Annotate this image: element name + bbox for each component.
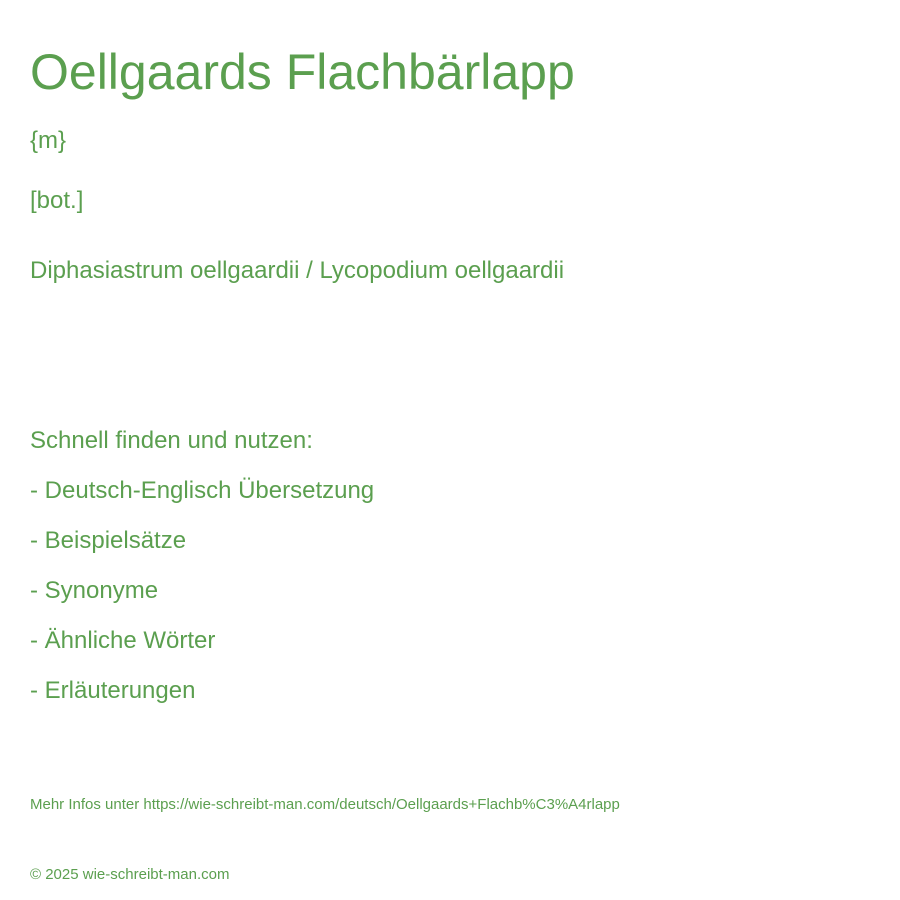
- quick-find-item-similar-words: - Ähnliche Wörter: [30, 627, 216, 654]
- domain-label: [bot.]: [30, 187, 84, 214]
- gender-label: {m}: [30, 127, 67, 154]
- quick-find-item-explanations: - Erläuterungen: [30, 677, 196, 704]
- copyright-notice: © 2025 wie-schreibt-man.com: [30, 866, 230, 883]
- quick-find-item-translation: - Deutsch-Englisch Übersetzung: [30, 477, 375, 504]
- scientific-names: Diphasiastrum oellgaardii / Lycopodium oellgaardii: [30, 257, 565, 284]
- quick-find-item-example-sentences: - Beispielsätze: [30, 527, 187, 554]
- page-title: Oellgaards Flachbärlapp: [30, 44, 575, 100]
- more-info-text: Mehr Infos unter https://wie-schreibt-man.com/deutsch/Oellgaards+Flachb%C3%A4rlapp: [30, 796, 620, 813]
- quick-find-list: [30, 476, 374, 726]
- quick-find-item-synonyms: - Synonyme: [30, 577, 159, 604]
- quick-find-heading: Schnell finden und nutzen:: [30, 427, 313, 454]
